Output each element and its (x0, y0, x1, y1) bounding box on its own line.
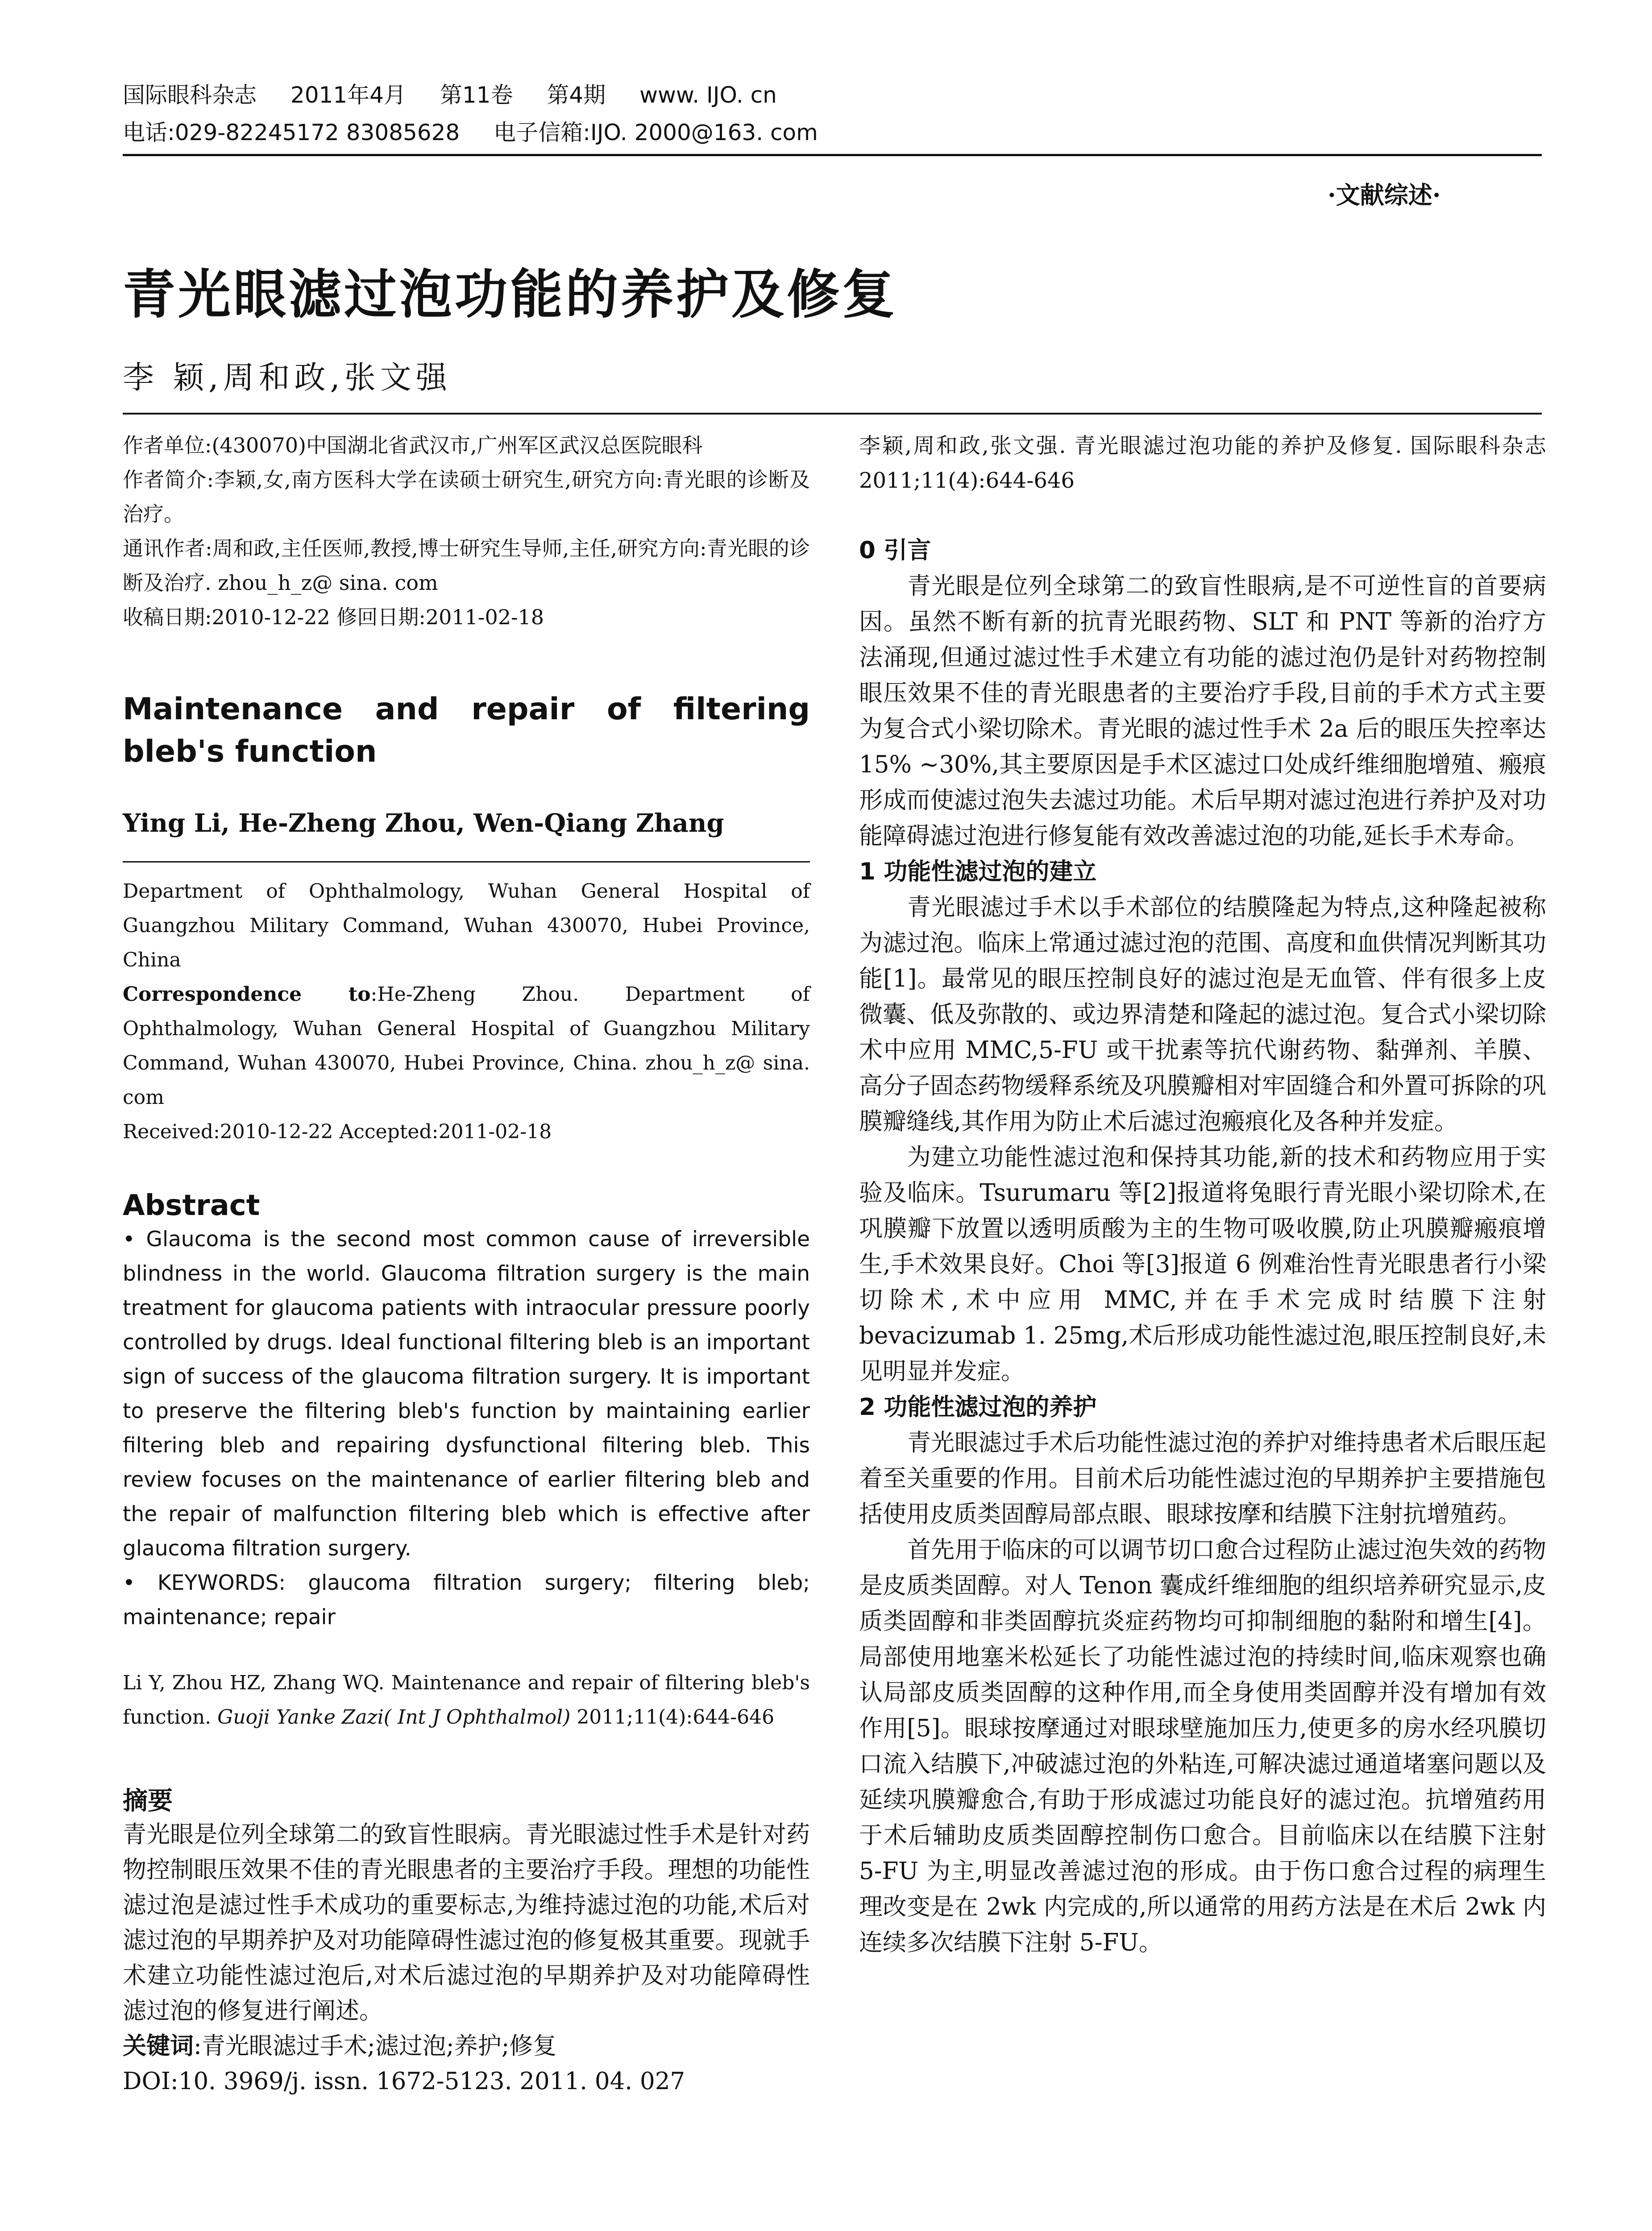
abstract-keywords: • KEYWORDS: glaucoma filtration surgery; filtering bleb; maintenance; repair (123, 1571, 810, 1630)
english-title (123, 688, 810, 773)
received-dates: 收稿日期:2010-12-22 修回日期:2011-02-18 (123, 605, 544, 629)
section-paragraph: 青光眼滤过手术后功能性滤过泡的养护对维持患者术后眼压起着至关重要的作用。目前术后功能性滤过泡的早期养护主要措施包括使用皮质类固醇局部点眼、眼球按摩和结膜下注射抗增殖药。 (859, 1429, 1546, 1528)
phone: 电话:029-82245172 83085628 (123, 120, 460, 145)
citation-text: Li Y, Zhou HZ, Zhang WQ. Maintenance and repair of filtering bleb's function. (123, 1671, 810, 1729)
section-establishment (859, 854, 1546, 1389)
chinese-abstract-heading: 摘要 (123, 1787, 173, 1816)
authors-cn: 李 颖,周和政,张文强 (123, 359, 452, 396)
journal-header-line2 (123, 117, 845, 148)
journal-name: 国际眼科杂志 (123, 82, 257, 108)
keywords-text: :青光眼滤过手术;滤过泡;养护;修复 (194, 2032, 557, 2060)
english-correspondence (123, 977, 810, 1115)
section-tag: ·文献综述· (1328, 181, 1441, 209)
author-info (123, 428, 810, 634)
english-authors: Ying Li, He-Zheng Zhou, Wen-Qiang Zhang (123, 809, 724, 838)
english-title-line2: bleb's function (123, 734, 377, 769)
correspondence-text: :He-Zheng Zhou. Department of Ophthalmology, Wuhan General Hospital of Guangzhou Military Command, Wuhan 430070, Hubei Province, China. zhou_h_z@ sina. com (123, 983, 810, 1109)
title-rule (123, 413, 1542, 415)
issue: 第4期 (547, 82, 606, 108)
section-maintenance (859, 1389, 1546, 1961)
section-heading: 2 功能性滤过泡的养护 (859, 1393, 1097, 1421)
volume: 第11卷 (440, 82, 513, 108)
english-authors-rule (123, 861, 810, 863)
left-column (123, 428, 810, 2099)
chinese-abstract-text: 青光眼是位列全球第二的致盲性眼病。青光眼滤过性手术是针对药物控制眼压效果不佳的青光眼患者的主要治疗手段。理想的功能性滤过泡是滤过性手术成功的重要标志,为维持滤过泡的功能,术后对滤过泡的早期养护及对功能障碍性滤过泡的修复极其重要。现就手术建立功能性滤过泡后,对术后滤过泡的早期养护及对功能障碍性滤过泡的修复进行阐述。 (123, 1821, 810, 2024)
right-column (859, 428, 1546, 1961)
website-link[interactable]: www. IJO. cn (639, 82, 777, 108)
english-affiliation-block (123, 874, 810, 1149)
section-paragraph: 首先用于临床的可以调节切口愈合过程防止滤过泡失效的药物是皮质类固醇。对人 Tenon 囊成纤维细胞的组织培养研究显示,皮质类固醇和非类固醇抗炎症药物均可抑制细胞的黏附和增生[4]。局部使用地塞米松延长了功能性滤过泡的持续时间,临床观察也确认局部皮质类固醇的这种作用,而全身使用类固醇并没有增加有效作用[5]。眼球按摩通过对眼球壁施加压力,使更多的房水经巩膜切口流入结膜下,冲破滤过泡的外粘连,可解决滤过通道堵塞问题以及延续巩膜瓣愈合,有助于形成滤过功能良好的滤过泡。抗增殖药用于术后辅助皮质类固醇控制伤口愈合。目前临床以在结膜下注射 5-FU 为主,明显改善滤过泡的形成。由于伤口愈合过程的病理生理改变是在 2wk 内完成的,所以通常的用药方法是在术后 2wk 内连续多次结膜下注射 5-FU。 (859, 1536, 1546, 1956)
section-paragraph: 为建立功能性滤过泡和保持其功能,新的技术和药物应用于实验及临床。Tsurumaru 等[2]报道将兔眼行青光眼小梁切除术,在巩膜瓣下放置以透明质酸为主的生物可吸收膜,防止巩膜瓣瘢痕增生,手术效果良好。Choi 等[3]报道 6 例难治性青光眼患者行小梁切除术,术中应用 MMC,并在手术完成时结膜下注射 bevacizumab 1. 25mg,术后形成功能性滤过泡,眼压控制良好,未见明显并发症。 (859, 1144, 1546, 1385)
citation-tail: 2011;11(4):644-646 (570, 1706, 775, 1729)
journal-header-line1 (123, 79, 804, 111)
issue-date: 2011年4月 (290, 82, 406, 108)
abstract-text: • Glaucoma is the second most common cause of irreversible blindness in the world. Glaucoma filtration surgery is the main treatment for glaucoma patients with intraocular pressure poorly controlled by drugs. Ideal functional filtering bleb is an important sign of success of the glaucoma filtration surgery. It is important to preserve the filtering bleb's function by maintaining earlier filtering bleb and repairing dysfunctional filtering bleb. This review focuses on the maintenance of earlier filtering bleb and the repair of malfunction filtering bleb which is effective after glaucoma filtration surgery. (123, 1227, 810, 1561)
section-paragraph: 青光眼是位列全球第二的致盲性眼病,是不可逆性盲的首要病因。虽然不断有新的抗青光眼药物、SLT 和 PNT 等新的治疗方法涌现,但通过滤过性手术建立有功能的滤过泡仍是针对药物控制眼压效果不佳的青光眼患者的主要治疗手段,目前的手术方式主要为复合式小梁切除术。青光眼的滤过性手术 2a 后的眼压失控率达 15% ~30%,其主要原因是手术区滤过口处成纤维细胞增殖、瘢痕形成而使滤过泡失去滤过功能。术后早期对滤过泡进行养护及对功能障碍滤过泡进行修复能有效改善滤过泡的功能,延长手术寿命。 (859, 572, 1546, 850)
chinese-abstract (123, 1817, 810, 2028)
correspondence-label: Correspondence to (123, 983, 371, 1006)
corresponding-author: 通讯作者:周和政,主任医师,教授,博士研究生导师,主任,研究方向:青光眼的诊断及治疗. zhou_h_z@ sina. com (123, 536, 810, 595)
header-rule (123, 154, 1542, 156)
section-heading: 1 功能性滤过泡的建立 (859, 858, 1097, 885)
english-department: Department of Ophthalmology, Wuhan General Hospital of Guangzhou Military Command, Wuhan 430070, Hubei Province, China (123, 880, 810, 971)
english-citation (123, 1666, 810, 1734)
section-introduction (859, 533, 1546, 854)
chinese-keywords (123, 2028, 810, 2064)
abstract-heading: Abstract (123, 1189, 260, 1222)
abstract-body (123, 1222, 810, 1634)
citation-journal: Guoji Yanke Zazi( Int J Ophthalmol) (217, 1706, 571, 1729)
author-bio: 作者简介:李颖,女,南方医科大学在读硕士研究生,研究方向:青光眼的诊断及治疗。 (123, 468, 810, 526)
english-dates: Received:2010-12-22 Accepted:2011-02-18 (123, 1120, 552, 1143)
section-paragraph: 青光眼滤过手术以手术部位的结膜隆起为特点,这种隆起被称为滤过泡。临床上常通过滤过泡的范围、高度和血供情况判断其功能[1]。最常见的眼压控制良好的滤过泡是无血管、伴有很多上皮微囊、低及弥散的、或边界清楚和隆起的滤过泡。复合式小梁切除术中应用 MMC,5-FU 或干扰素等抗代谢药物、黏弹剂、羊膜、高分子固态药物缓释系统及巩膜瓣相对牢固缝合和外置可拆除的巩膜瓣缝线,其作用为防止术后滤过泡瘢痕化及各种并发症。 (859, 894, 1546, 1135)
page-title: 青光眼滤过泡功能的养护及修复 (123, 264, 898, 325)
keywords-label: 关键词 (123, 2032, 194, 2060)
author-affiliation: 作者单位:(430070)中国湖北省武汉市,广州军区武汉总医院眼科 (123, 433, 703, 457)
chinese-citation: 李颖,周和政,张文强. 青光眼滤过泡功能的养护及修复. 国际眼科杂志 2011;11(4):644-646 (859, 433, 1546, 493)
english-title-line1: Maintenance and repair of filtering (123, 692, 810, 727)
doi: DOI:10. 3969/j. issn. 1672-5123. 2011. 04. 027 (123, 2068, 685, 2095)
section-heading: 0 引言 (859, 537, 931, 564)
email: 电子信箱:IJO. 2000@163. com (494, 120, 818, 145)
